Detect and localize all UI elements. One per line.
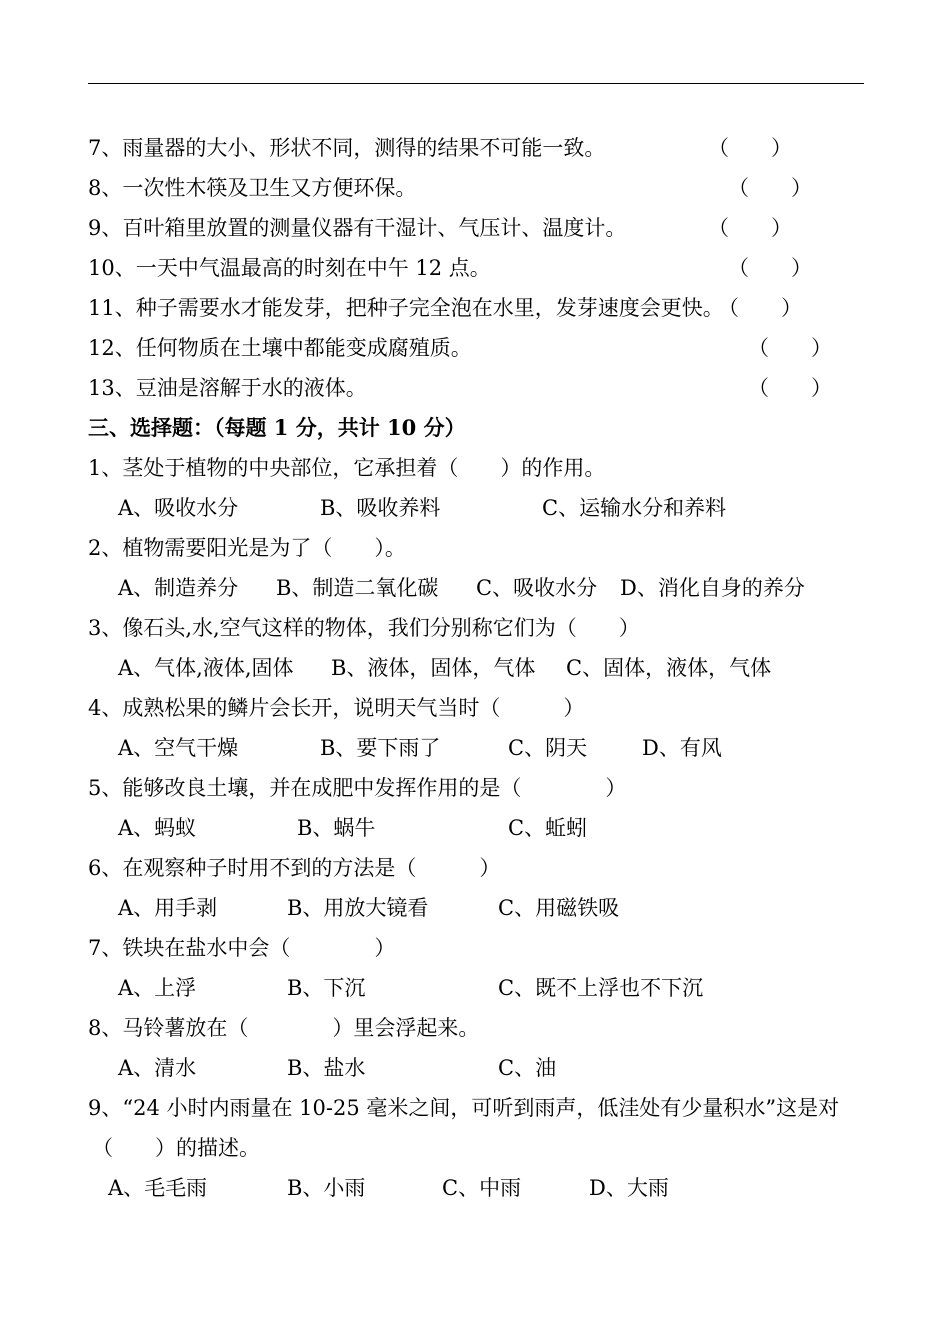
q8-option-b[interactable]: B、盐水 xyxy=(287,1056,366,1080)
q9-option-a[interactable]: A、毛毛雨 xyxy=(108,1176,208,1200)
q3-option-a[interactable]: A、气体,液体,固体 xyxy=(118,656,294,680)
q8-option-c[interactable]: C、油 xyxy=(498,1056,557,1080)
q7-option-b[interactable]: B、下沉 xyxy=(287,976,366,1000)
answer-paren-7[interactable]: （ ） xyxy=(708,136,792,160)
question-1-stem: 1、茎处于植物的中央部位，它承担着（ ）的作用。 xyxy=(88,456,606,480)
judgment-item-8: 8、一次性木筷及卫生又方便环保。 xyxy=(88,176,417,200)
question-9-stem-cont: （ ）的描述。 xyxy=(92,1136,260,1160)
question-4-stem: 4、成熟松果的鳞片会长开，说明天气当时（ ） xyxy=(88,696,585,720)
judgment-item-9: 9、百叶箱里放置的测量仪器有干湿计、气压计、温度计。 xyxy=(88,216,627,240)
judgment-item-7: 7、雨量器的大小、形状不同，测得的结果不可能一致。 xyxy=(88,136,606,160)
answer-paren-8[interactable]: （ ） xyxy=(728,176,812,200)
judgment-item-13: 13、豆油是溶解于水的液体。 xyxy=(88,376,367,400)
judgment-item-11: 11、种子需要水才能发芽，把种子完全泡在水里，发芽速度会更快。 xyxy=(88,296,724,320)
question-7-stem: 7、铁块在盐水中会（ ） xyxy=(88,936,396,960)
q1-option-a[interactable]: A、吸收水分 xyxy=(118,496,239,520)
question-3-stem: 3、像石头,水,空气这样的物体，我们分别称它们为（ ） xyxy=(88,616,640,640)
question-9-stem: 9、“24 小时内雨量在 10-25 毫米之间，可听到雨声，低洼处有少量积水”这是对 xyxy=(88,1096,840,1120)
question-5-stem: 5、能够改良土壤，并在成肥中发挥作用的是（ ） xyxy=(88,776,627,800)
q6-option-b[interactable]: B、用放大镜看 xyxy=(287,896,429,920)
q5-option-b[interactable]: B、蜗牛 xyxy=(297,816,376,840)
q1-option-c[interactable]: C、运输水分和养料 xyxy=(542,496,727,520)
q3-option-b[interactable]: B、液体，固体，气体 xyxy=(331,656,536,680)
q1-option-b[interactable]: B、吸收养料 xyxy=(320,496,441,520)
answer-paren-9[interactable]: （ ） xyxy=(708,216,792,240)
answer-paren-12[interactable]: （ ） xyxy=(748,336,832,360)
q6-option-a[interactable]: A、用手剥 xyxy=(118,896,218,920)
q7-option-a[interactable]: A、上浮 xyxy=(118,976,197,1000)
q4-option-c[interactable]: C、阴天 xyxy=(508,736,588,760)
q2-option-d[interactable]: D、消化自身的养分 xyxy=(620,576,805,600)
answer-paren-10[interactable]: （ ） xyxy=(728,256,812,280)
q9-option-d[interactable]: D、大雨 xyxy=(589,1176,669,1200)
q9-option-b[interactable]: B、小雨 xyxy=(287,1176,366,1200)
question-8-stem: 8、马铃薯放在（ ）里会浮起来。 xyxy=(88,1016,480,1040)
q6-option-c[interactable]: C、用磁铁吸 xyxy=(498,896,620,920)
q8-option-a[interactable]: A、清水 xyxy=(118,1056,197,1080)
q4-option-d[interactable]: D、有风 xyxy=(642,736,722,760)
q4-option-b[interactable]: B、要下雨了 xyxy=(320,736,441,760)
q3-option-c[interactable]: C、固体，液体，气体 xyxy=(566,656,772,680)
question-2-stem: 2、植物需要阳光是为了（ ）。 xyxy=(88,536,406,560)
q9-option-c[interactable]: C、中雨 xyxy=(442,1176,522,1200)
q7-option-c[interactable]: C、既不上浮也不下沉 xyxy=(498,976,704,1000)
q5-option-a[interactable]: A、蚂蚁 xyxy=(118,816,197,840)
judgment-item-10: 10、一天中气温最高的时刻在中午 12 点。 xyxy=(88,256,491,280)
section-heading: 三、选择题：（每题 1 分，共计 10 分） xyxy=(88,415,466,440)
header-rule xyxy=(88,83,864,84)
judgment-item-12: 12、任何物质在土壤中都能变成腐殖质。 xyxy=(88,336,472,360)
answer-paren-11[interactable]: （ ） xyxy=(718,296,802,320)
question-6-stem: 6、在观察种子时用不到的方法是（ ） xyxy=(88,856,501,880)
q4-option-a[interactable]: A、空气干燥 xyxy=(118,736,239,760)
q5-option-c[interactable]: C、蚯蚓 xyxy=(508,816,588,840)
answer-paren-13[interactable]: （ ） xyxy=(748,376,832,400)
q2-option-a[interactable]: A、制造养分 xyxy=(118,576,239,600)
q2-option-c[interactable]: C、吸收水分 xyxy=(476,576,598,600)
q2-option-b[interactable]: B、制造二氧化碳 xyxy=(276,576,439,600)
